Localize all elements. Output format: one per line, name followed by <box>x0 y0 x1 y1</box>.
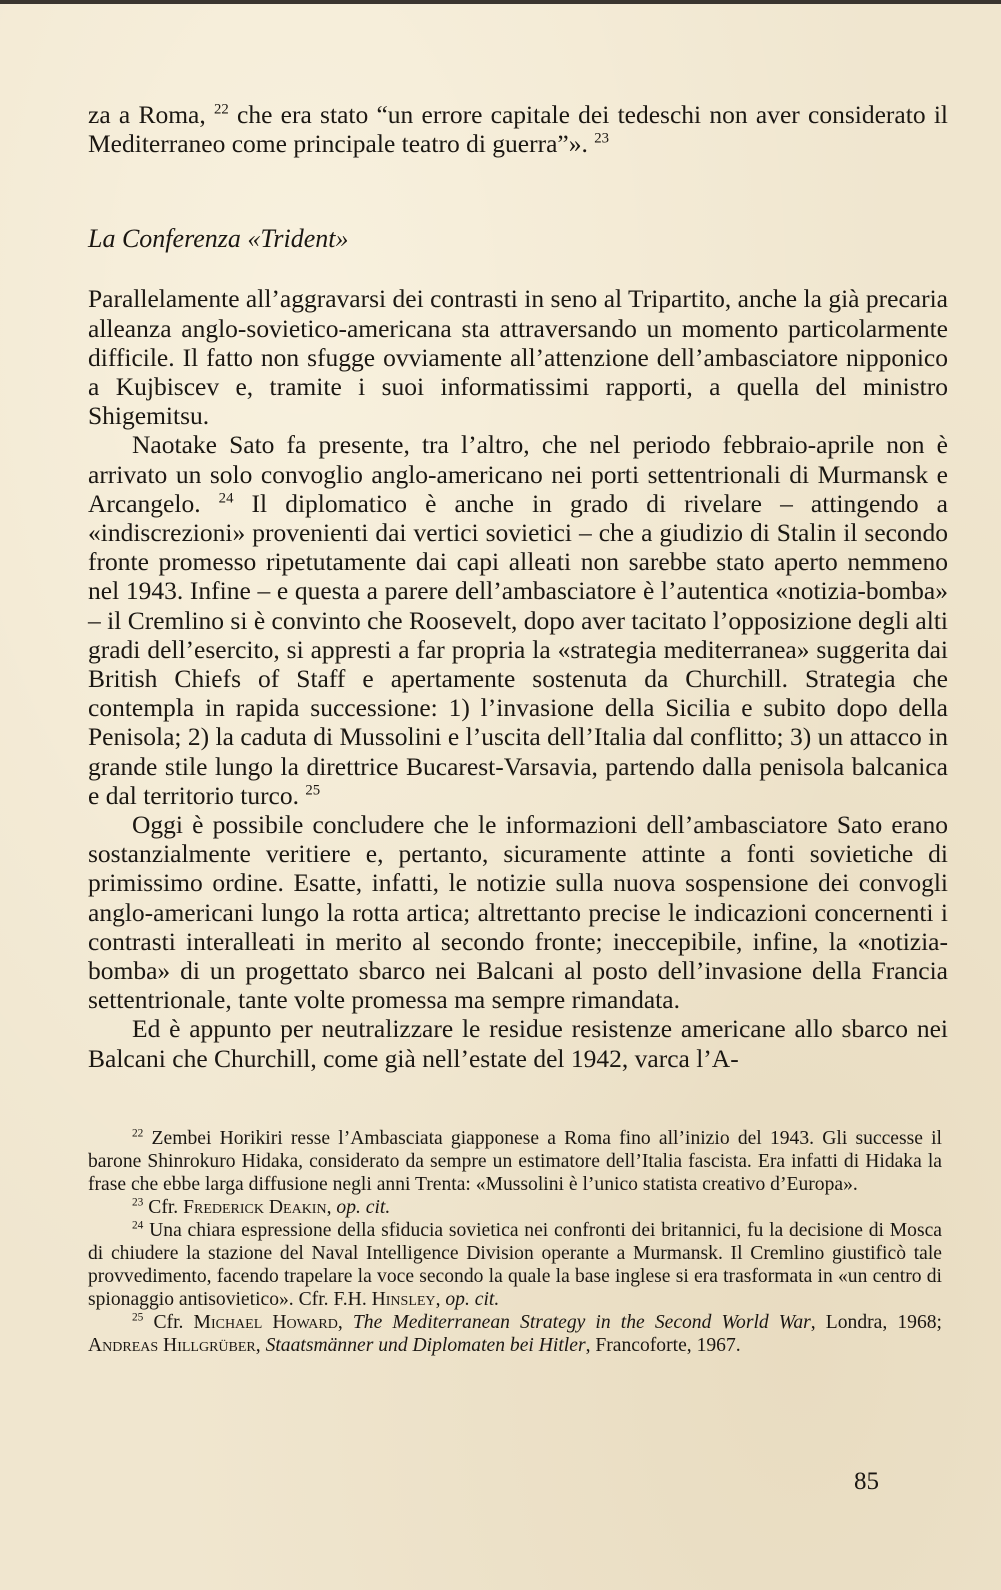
footnote-author: Frederick Deakin <box>183 1196 327 1218</box>
footnote-22: $^{22}$ Zembei Horikiri resse l’Ambasciata giapponese a Roma fino all’inizio del 1943. Gli successe il barone Shinrokuro Hidaka, considerato da sempre un estimatore dell’Italia fascista. Era infatti di Hidaka la frase che ebbe larga diffusione negli anni Trenta: «Mussolini è l’unico statista creativo d’Europa». <box>88 1127 942 1195</box>
footnote-ref-23: 23 <box>594 130 609 147</box>
footnote-23: $^{23}$ Cfr. Frederick Deakin, op. cit. <box>132 1196 391 1218</box>
paragraph-3: Oggi è possibile concludere che le informazioni dell’ambasciatore Sato erano sostanzialmente veritiere e, pertanto, sicuramente attinte a fonti sovietiche di primissimo ordine. Esatte, infatti, le notizie sulla nuova sospensione dei convogli anglo-americani lungo la rotta artica; altrettanto precise le indicazioni concernenti i contrasti interalleati in merito al secondo fronte; ineccepibile, infine, la «notizia-bomba» di un progettato sbarco nei Balcani al posto dell’invasione della Francia settentrionale, tante volte promessa ma sempre rimandata. <box>88 810 948 1015</box>
footnote-author: Andreas Hillgrüber <box>88 1334 256 1356</box>
paragraph-2: Naotake Sato fa presente, tra l’altro, che nel periodo febbraio-aprile non è arrivato un solo convoglio anglo-americano nei porti settentrionali di Murmansk e Arcangelo. $^{24}$ Il diplomatico è anche in grado di rivelare – attingendo a «indiscrezioni» provenienti dai vertici sovietici – che a giudizio di Stalin il secondo fronte promesso ripetutamente dai capi alleati non sarebbe stato aperto nemmeno nel 1943. Infine – e questa a parere dell’ambasciatore è l’autentica «notizia-bomba» – il Cremlino si è convinto che Roosevelt, dopo aver tacitato l’opposizione degli alti gradi dell’esercito, si appresti a far propria la «strategia mediterranea» suggerita dai British Chiefs of Staff e apertamente sostenuta da Churchill. Strategia che contempla in rapida successione: 1) l’invasione della Sicilia e subito dopo della Penisola; 2) la caduta di Mussolini e l’uscita dell’Italia dal conflitto; 3) un attacco in grande stile lungo la direttrice Bucarest-Varsavia, partendo dalla penisola balcanica e dal territorio turco. $^{25}$ <box>88 430 948 810</box>
footnote-ref-25: 25 <box>305 782 321 799</box>
footnote-book-title: Staatsmänner und Diplomaten bei Hitler <box>265 1334 586 1356</box>
footnotes <box>88 1127 948 1357</box>
page-number: 85 <box>854 1468 879 1495</box>
continuation-paragraph: za a Roma, $^{22}$ che era stato “un errore capitale dei tedeschi non aver considerato il Mediterraneo come principale teatro di guerra”». $^{23}$ <box>88 100 948 159</box>
scan-top-edge <box>0 0 1001 4</box>
section-title: La Conferenza «Trident» <box>88 224 349 254</box>
paragraph-1: Parallelamente all’aggravarsi dei contrasti in seno al Tripartito, anche la già precaria alleanza anglo-sovietico-americana sta attraversando un momento particolarmente difficile. Il fatto non sfugge ovviamente all’attenzione dell’ambasciatore nipponico a Kujbiscev e, tramite i suoi informatissimi rapporti, a quella del ministro Shigemitsu. <box>88 284 948 431</box>
footnote-book-title: The Mediterranean Strategy in the Second World War <box>352 1311 811 1333</box>
paragraph-4: Ed è appunto per neutralizzare le residue resistenze americane allo sbarco nei Balcani che Churchill, come già nell’estate del 1942, varca l’A- <box>88 1014 948 1073</box>
footnote-24: $^{24}$ Una chiara espressione della sfiducia sovietica nei confronti dei britannici, fu la decisione di Mosca di chiudere la stazione del Naval Intelligence Division operante a Murmansk. Il Cremlino giustificò tale provvedimento, facendo trapelare la voce secondo la quale la base inglese si era trasformata in «un centro di spionaggio antisovietico». Cfr. F.H. Hinsley, op. cit. <box>88 1219 942 1310</box>
footnote-author: Hinsley <box>371 1288 436 1310</box>
footnote-25: $^{25}$ Cfr. Michael Howard, The Mediterranean Strategy in the Second World War, Londra, 1968; Andreas Hillgrüber, Staatsmänner und Diplomaten bei Hitler, Francoforte, 1967. <box>88 1311 942 1356</box>
body-text <box>88 100 948 1073</box>
footnote-ref-24: 24 <box>218 490 234 507</box>
footnote-author: Michael Howard <box>193 1311 338 1333</box>
book-page <box>88 100 948 1357</box>
footnote-ref-22: 22 <box>214 101 229 118</box>
